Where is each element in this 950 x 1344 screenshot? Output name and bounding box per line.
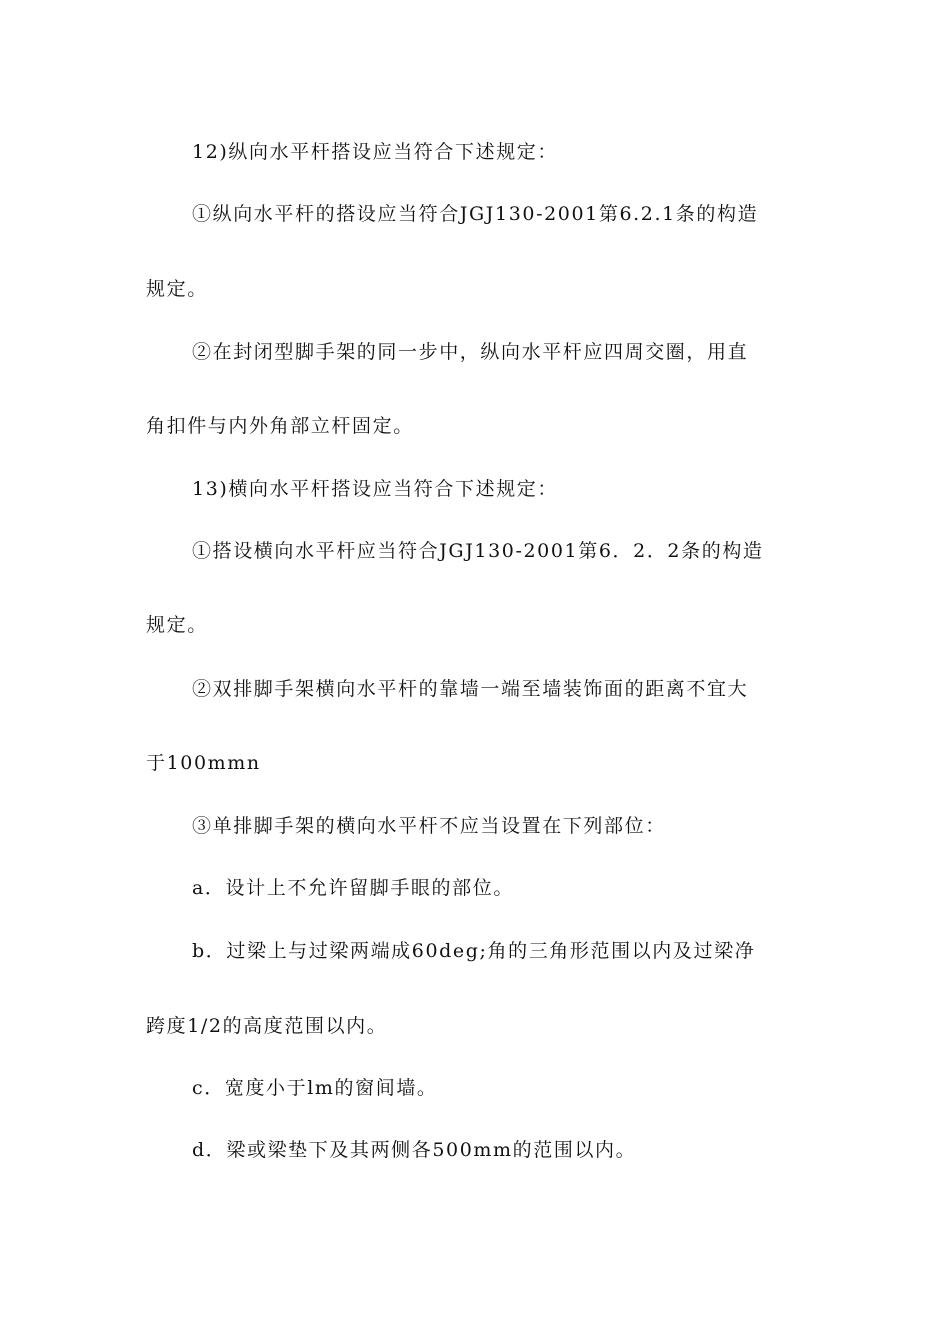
paragraph-13-1-continued: 规定。 [146,614,208,636]
paragraph-13-2: ②双排脚手架横向水平杆的靠墙一端至墙装饰面的距离不宜大 [192,678,749,700]
paragraph-12-2-continued: 角扣件与内外角部立杆固定。 [146,415,414,437]
list-item-b-continued: 跨度1/2的高度范围以内。 [146,1015,388,1037]
list-item-c: c．宽度小于lm的窗间墙。 [192,1077,438,1099]
paragraph-13-2-continued: 于100mmn [146,752,261,774]
list-item-b: b．过梁上与过梁两端成60deg;角的三角形范围以内及过梁净 [192,940,756,962]
paragraph-13-3: ③单排脚手架的横向水平杆不应当设置在下列部位： [192,815,666,837]
list-item-a: a．设计上不允许留脚手眼的部位。 [192,877,514,899]
heading-12: 12)纵向水平杆搭设应当符合下述规定： [192,141,558,163]
heading-13: 13)横向水平杆搭设应当符合下述规定： [192,478,558,500]
paragraph-12-1-continued: 规定。 [146,278,208,300]
paragraph-12-1: ①纵向水平杆的搭设应当符合JGJ130-2001第6.2.1条的构造 [192,203,759,225]
paragraph-12-2: ②在封闭型脚手架的同一步中，纵向水平杆应四周交圈，用直 [192,341,749,363]
paragraph-13-1: ①搭设横向水平杆应当符合JGJ130-2001第6．2．2条的构造 [192,540,764,562]
list-item-d: d．梁或梁垫下及其两侧各500mm的范围以内。 [192,1139,637,1161]
